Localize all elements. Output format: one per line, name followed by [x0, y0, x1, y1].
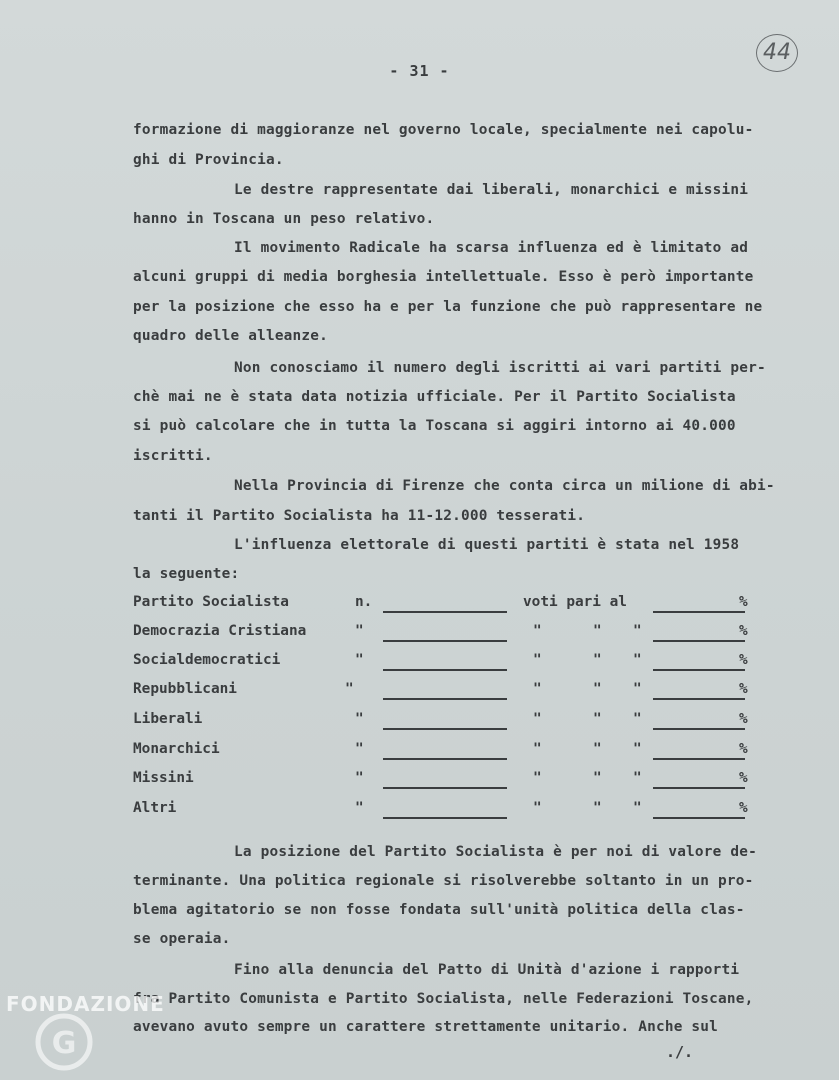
- text-line: se operaia.: [133, 931, 231, 947]
- number-label: n.: [355, 594, 373, 610]
- blank-line: [653, 669, 745, 671]
- blank-line: [653, 640, 745, 642]
- ditto-mark: ": [593, 800, 602, 816]
- text-line: si può calcolare che in tutta la Toscana si aggiri intorno ai 40.000: [133, 418, 736, 434]
- blank-line: [383, 787, 507, 789]
- text-line: avevano avuto sempre un carattere strettamente unitario. Anche sul: [133, 1019, 719, 1035]
- continuation-mark: ./.: [666, 1043, 694, 1061]
- percent-sign: %: [739, 594, 748, 610]
- ditto-mark: ": [355, 741, 364, 757]
- text-line: Non conosciamo il numero degli iscritti ai vari partiti per-: [234, 360, 766, 376]
- ditto-mark: ": [593, 681, 602, 697]
- table-row: [133, 711, 813, 735]
- text-line: quadro delle alleanze.: [133, 328, 329, 344]
- text-line: la seguente:: [133, 566, 240, 582]
- text-line: per la posizione che esso ha e per la funzione che può rappresentare ne: [133, 299, 763, 315]
- blank-line: [383, 611, 507, 613]
- blank-line: [383, 669, 507, 671]
- blank-line: [653, 698, 745, 700]
- ditto-mark: ": [533, 800, 542, 816]
- watermark-logo-letter: G: [51, 1026, 77, 1061]
- text-line: terminante. Una politica regionale si risolverebbe soltanto in un pro-: [133, 873, 754, 889]
- text-line: L'influenza elettorale di questi partiti è stata nel 1958: [234, 537, 740, 553]
- ditto-mark: ": [593, 711, 602, 727]
- table-row: [133, 594, 813, 618]
- percent-sign: %: [739, 623, 748, 639]
- ditto-mark: ": [633, 681, 642, 697]
- blank-line: [653, 758, 745, 760]
- blank-line: [653, 787, 745, 789]
- percent-sign: %: [739, 711, 748, 727]
- table-row: [133, 681, 813, 705]
- archive-number-stamp: 44: [756, 34, 798, 72]
- ditto-mark: ": [593, 741, 602, 757]
- party-name: Missini: [133, 770, 194, 786]
- blank-line: [653, 817, 745, 819]
- blank-line: [653, 728, 745, 730]
- text-line: Le destre rappresentate dai liberali, monarchici e missini: [234, 182, 749, 198]
- text-line: iscritti.: [133, 448, 213, 464]
- text-line: La posizione del Partito Socialista è per noi di valore de-: [234, 844, 757, 860]
- text-line: alcuni gruppi di media borghesia intellettuale. Esso è però importante: [133, 269, 754, 285]
- table-row: [133, 652, 813, 676]
- ditto-mark: ": [533, 623, 542, 639]
- ditto-mark: ": [355, 800, 364, 816]
- table-row: [133, 623, 813, 647]
- votes-label: voti pari al: [523, 594, 627, 610]
- percent-sign: %: [739, 741, 748, 757]
- party-name: Monarchici: [133, 741, 220, 757]
- ditto-mark: ": [633, 770, 642, 786]
- ditto-mark: ": [533, 681, 542, 697]
- ditto-mark: ": [345, 681, 354, 697]
- party-name: Partito Socialista: [133, 594, 289, 610]
- ditto-mark: ": [355, 770, 364, 786]
- ditto-mark: ": [355, 652, 364, 668]
- text-line: chè mai ne è stata data notizia ufficiale. Per il Partito Socialista: [133, 389, 736, 405]
- party-name: Altri: [133, 800, 177, 816]
- ditto-mark: ": [593, 623, 602, 639]
- text-line: Il movimento Radicale ha scarsa influenza ed è limitato ad: [234, 240, 749, 256]
- blank-line: [653, 611, 745, 613]
- party-name: Democrazia Cristiana: [133, 623, 307, 639]
- ditto-mark: ": [533, 652, 542, 668]
- table-row: [133, 741, 813, 765]
- ditto-mark: ": [633, 741, 642, 757]
- ditto-mark: ": [355, 623, 364, 639]
- ditto-mark: ": [533, 741, 542, 757]
- percent-sign: %: [739, 800, 748, 816]
- ditto-mark: ": [593, 652, 602, 668]
- percent-sign: %: [739, 770, 748, 786]
- text-line: Nella Provincia di Firenze che conta circa un milione di abi-: [234, 478, 775, 494]
- text-line: formazione di maggioranze nel governo locale, specialmente nei capolu-: [133, 122, 754, 138]
- watermark-logo-icon: [34, 1012, 94, 1072]
- ditto-mark: ": [593, 770, 602, 786]
- ditto-mark: ": [633, 623, 642, 639]
- party-name: Socialdemocratici: [133, 652, 281, 668]
- percent-sign: %: [739, 681, 748, 697]
- blank-line: [383, 728, 507, 730]
- text-line: Fino alla denuncia del Patto di Unità d'azione i rapporti: [234, 962, 740, 978]
- blank-line: [383, 698, 507, 700]
- party-name: Liberali: [133, 711, 203, 727]
- text-line: tanti il Partito Socialista ha 11-12.000 tesserati.: [133, 508, 586, 524]
- party-name: Repubblicani: [133, 681, 237, 697]
- text-line: hanno in Toscana un peso relativo.: [133, 211, 435, 227]
- ditto-mark: ": [633, 652, 642, 668]
- ditto-mark: ": [533, 770, 542, 786]
- blank-line: [383, 758, 507, 760]
- blank-line: [383, 640, 507, 642]
- ditto-mark: ": [355, 711, 364, 727]
- text-line: blema agitatorio se non fosse fondata sull'unità politica della clas-: [133, 902, 745, 918]
- text-line: ghi di Provincia.: [133, 152, 284, 168]
- blank-line: [383, 817, 507, 819]
- ditto-mark: ": [633, 800, 642, 816]
- percent-sign: %: [739, 652, 748, 668]
- table-row: [133, 800, 813, 824]
- table-row: [133, 770, 813, 794]
- ditto-mark: ": [533, 711, 542, 727]
- page-number: - 31 -: [389, 62, 450, 80]
- watermark-text: FONDAZIONE: [6, 992, 165, 1016]
- ditto-mark: ": [633, 711, 642, 727]
- text-line: fra Partito Comunista e Partito Socialista, nelle Federazioni Toscane,: [133, 991, 754, 1007]
